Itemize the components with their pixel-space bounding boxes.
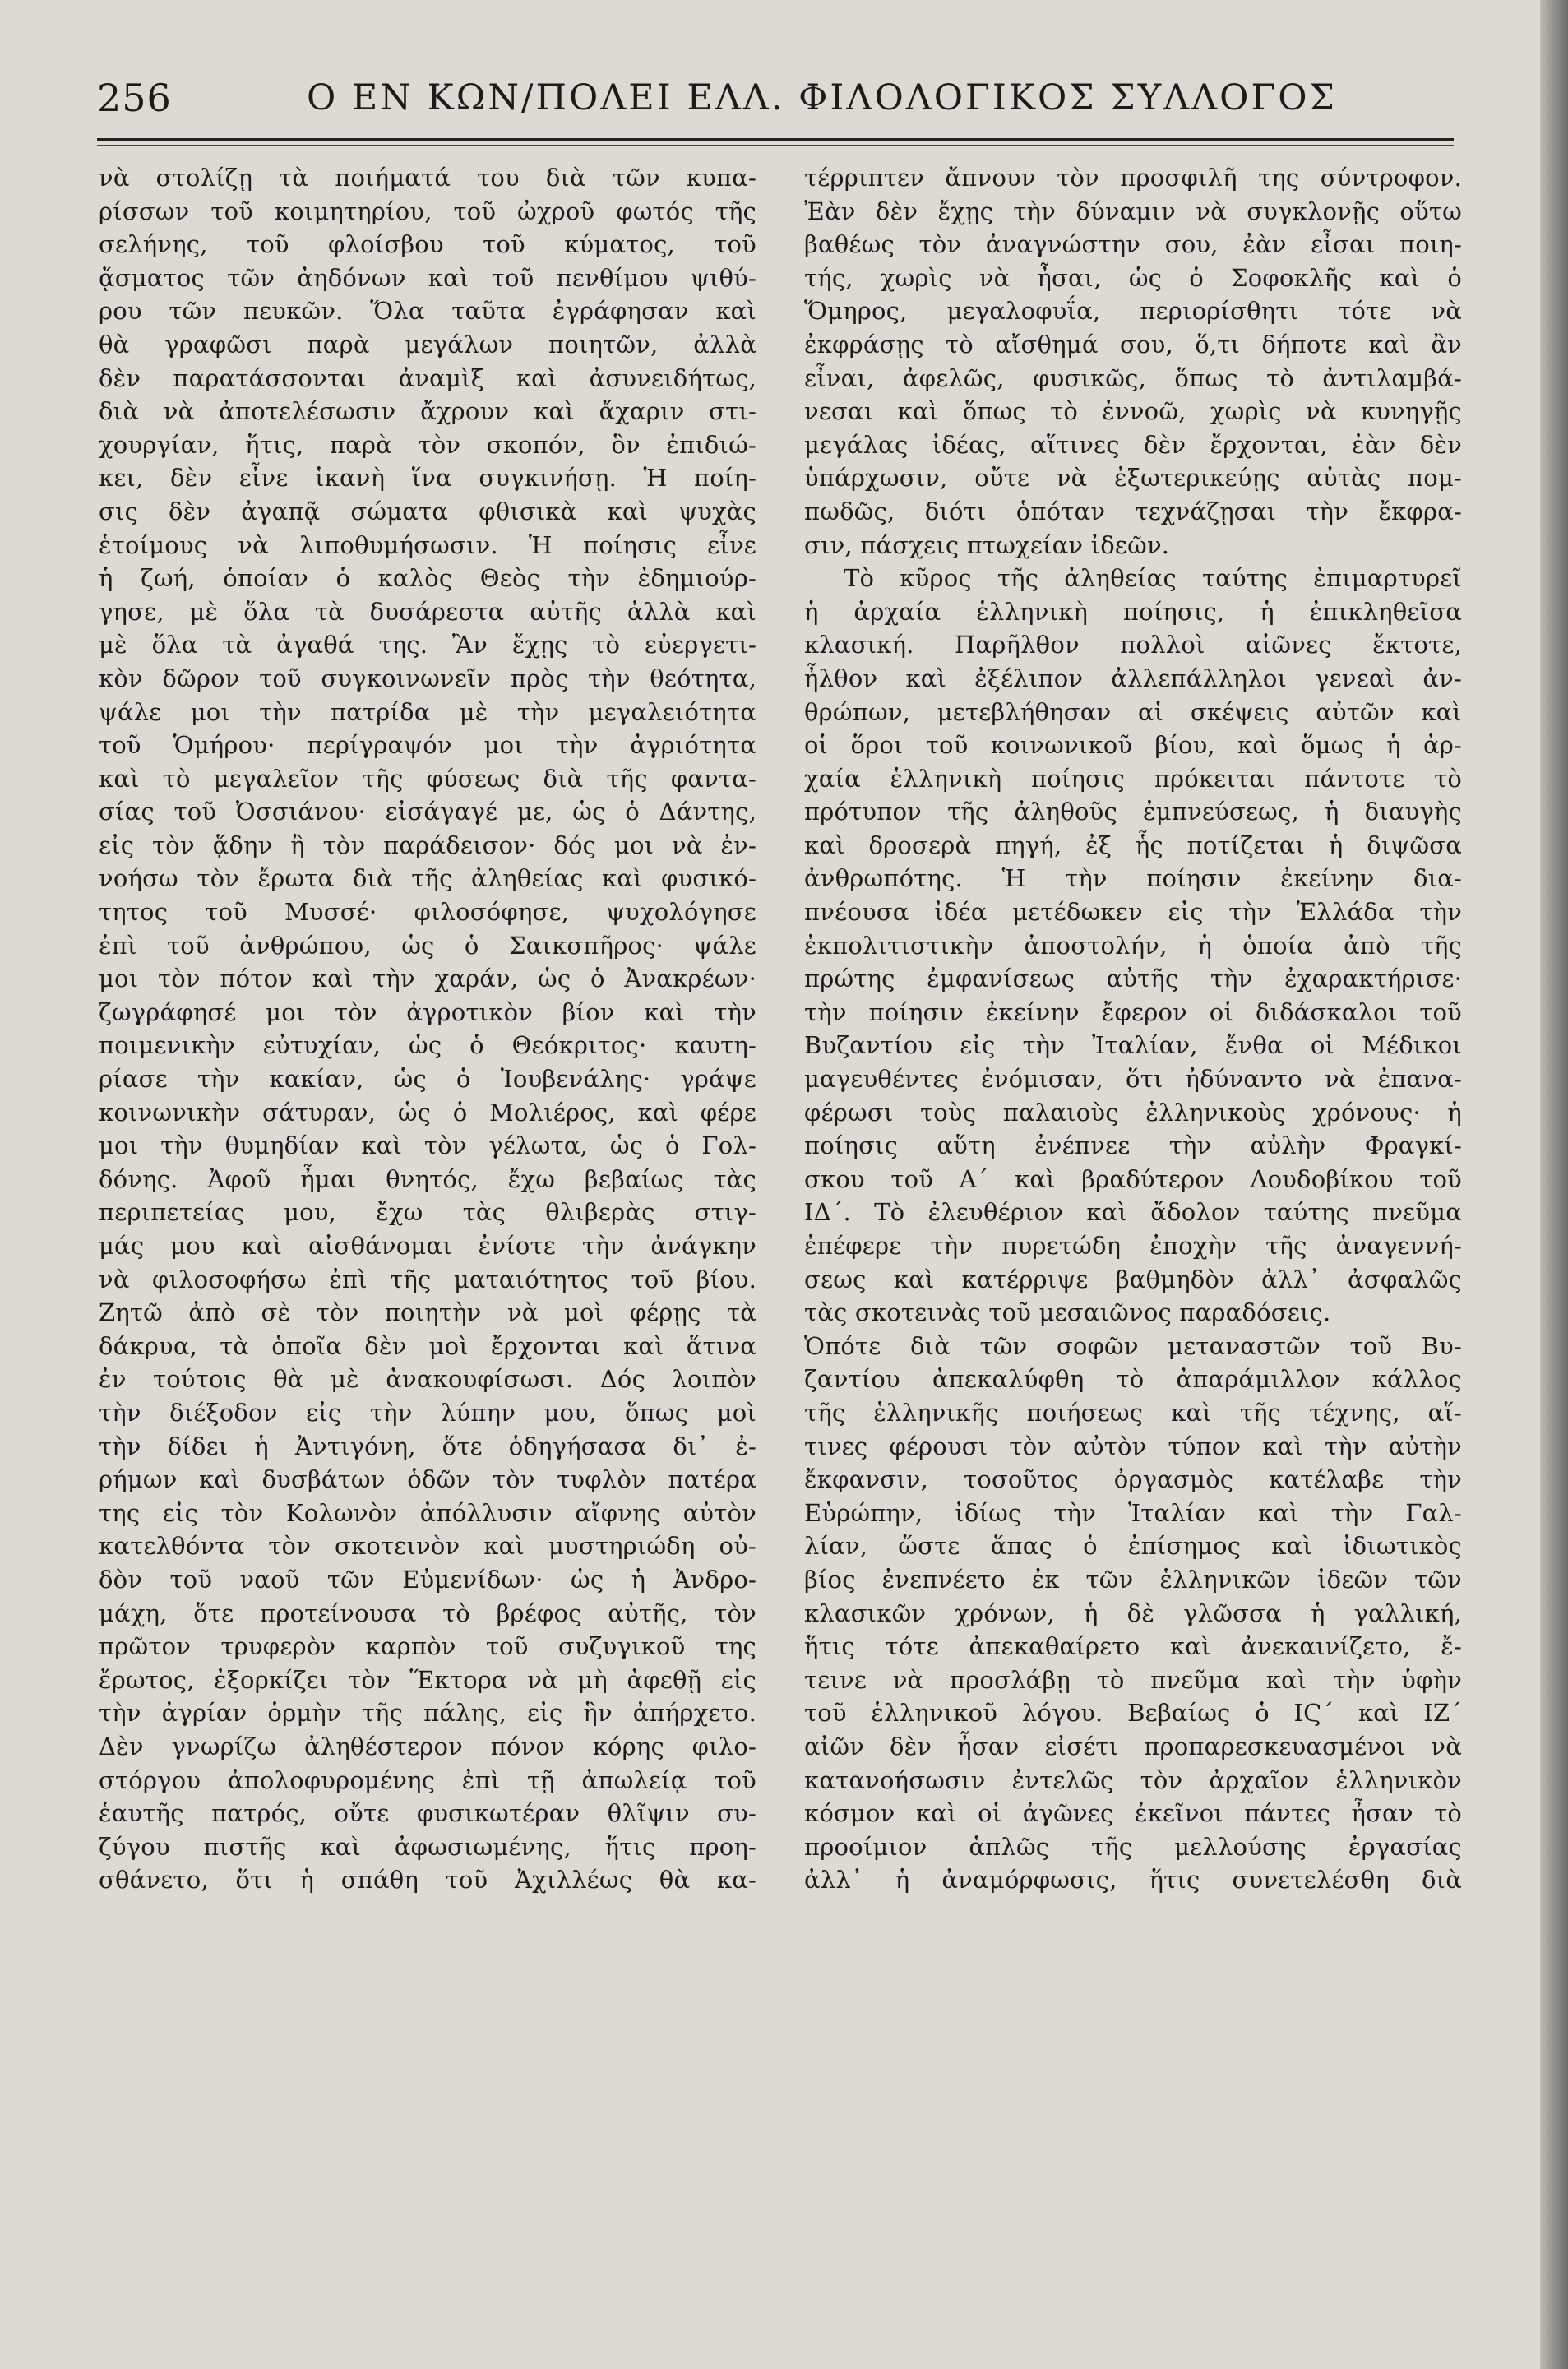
- text-line: κοινωνικὴν σάτυραν, ὡς ὁ Μολιέρος, καὶ φέρε: [99, 1098, 756, 1127]
- text-line: Τὸ κῦρος τῆς ἀληθείας ταύτης ἐπιμαρτυρεῖ: [844, 564, 1462, 593]
- text-line: Ἐὰν δὲν ἔχῃς τὴν δύναμιν νὰ συγκλονῇς οὕτω: [804, 197, 1462, 225]
- text-line: πρῶτον τρυφερὸν καρπὸν τοῦ συζυγικοῦ της: [99, 1632, 756, 1661]
- text-line: τητος τοῦ Μυσσέ· φιλοσόφησε, ψυχολόγησε: [99, 898, 756, 927]
- text-line: ἑτοίμους νὰ λιποθυμήσωσιν. Ἡ ποίησις εἶνε: [99, 530, 756, 559]
- text-line: δὸν τοῦ ναοῦ τῶν Εὐμενίδων· ὡς ἡ Ἀνδρο-: [99, 1565, 756, 1594]
- text-line: μοι τὴν θυμηδίαν καὶ τὸν γέλωτα, ὡς ὁ Γολ-: [99, 1131, 756, 1160]
- text-line: τὴν ἀγρίαν ὁρμὴν τῆς πάλης, εἰς ἣν ἀπήρχετο.: [99, 1699, 756, 1728]
- text-line: ποιμενικὴν εὐτυχίαν, ὡς ὁ Θεόκριτος· καυτη-: [99, 1031, 756, 1060]
- text-line: αἰῶν δὲν ἦσαν εἰσέτι προπαρεσκευασμένοι νὰ: [804, 1732, 1462, 1761]
- header-rule-thin: [97, 145, 1454, 146]
- text-line: διὰ νὰ ἀποτελέσωσιν ἄχρουν καὶ ἄχαριν στι-: [99, 397, 756, 426]
- text-line: φέρωσι τοὺς παλαιοὺς ἑλληνικοὺς χρόνους· ἡ: [804, 1098, 1462, 1127]
- page-edge-shadow: [1540, 0, 1568, 2369]
- text-line: τὴν διέξοδον εἰς τὴν λύπην μου, ὅπως μοὶ: [99, 1398, 756, 1427]
- text-line: προοίμιον ἁπλῶς τῆς μελλούσης ἐργασίας: [804, 1832, 1462, 1861]
- text-line: ἔκφανσιν, τοσοῦτος ὀργασμὸς κατέλαβε τὴν: [804, 1465, 1462, 1494]
- text-line: ἡ ἀρχαία ἑλληνικὴ ποίησις, ἡ ἐπικληθεῖσα: [804, 597, 1462, 626]
- text-line: ρου τῶν πευκῶν. Ὅλα ταῦτα ἐγράφησαν καὶ: [99, 297, 756, 326]
- text-line: Ζητῶ ἀπὸ σὲ τὸν ποιητὴν νὰ μοὶ φέρῃς τὰ: [99, 1298, 756, 1327]
- text-line: νὰ φιλοσοφήσω ἐπὶ τῆς ματαιότητος τοῦ βίου.: [99, 1265, 756, 1293]
- text-line: πωδῶς, διότι ὁπόταν τεχνάζῃσαι τὴν ἔκφρα-: [804, 497, 1462, 525]
- text-line: νεσαι καὶ ὅπως τὸ ἐννοῶ, χωρὶς νὰ κυνηγῇς: [804, 397, 1462, 426]
- text-line: ΙΔ΄. Τὸ ἐλευθέριον καὶ ἄδολον ταύτης πνεῦμα: [804, 1198, 1462, 1227]
- text-line: ἥτις τότε ἀπεκαθαίρετο καὶ ἀνεκαινίζετο, ἔ-: [804, 1632, 1462, 1661]
- text-line: ἐπέφερε τὴν πυρετώδη ἐποχὴν τῆς ἀναγεννή-: [804, 1232, 1462, 1260]
- left-column: [99, 161, 756, 2340]
- text-line: τέρριπτεν ἄπνουν τὸν προσφιλῆ της σύντροφον.: [804, 164, 1462, 192]
- page-header: [97, 69, 1454, 135]
- text-line: ἐκφράσῃς τὸ αἴσθημά σου, ὅ,τι δήποτε καὶ ἂν: [804, 330, 1462, 359]
- text-line: τοῦ ἑλληνικοῦ λόγου. Βεβαίως ὁ ΙϚ΄ καὶ ΙΖ΄: [804, 1699, 1462, 1728]
- text-line: νὰ στολίζῃ τὰ ποιήματά του διὰ τῶν κυπα-: [99, 164, 756, 192]
- text-line: Ὅμηρος, μεγαλοφυΐα, περιορίσθητι τότε νὰ: [804, 297, 1462, 326]
- text-line: τὰς σκοτεινὰς τοῦ μεσαιῶνος παραδόσεις.: [804, 1298, 1331, 1327]
- right-column: [804, 161, 1462, 2340]
- text-line: σελήνης, τοῦ φλοίσβου τοῦ κύματος, τοῦ: [99, 230, 756, 259]
- text-line: ρίασε τὴν κακίαν, ὡς ὁ Ἰουβενάλης· γράψε: [99, 1065, 756, 1094]
- text-line: βαθέως τὸν ἀναγνώστην σου, ἐὰν εἶσαι ποιη-: [804, 230, 1462, 259]
- text-line: ᾄσματος τῶν ἀηδόνων καὶ τοῦ πενθίμου ψιθύ-: [99, 263, 756, 292]
- text-line: κλασική. Παρῆλθον πολλοὶ αἰῶνες ἔκτοτε,: [804, 631, 1462, 659]
- text-line: θρώπων, μετεβλήθησαν αἱ σκέψεις αὐτῶν καὶ: [804, 697, 1462, 726]
- text-line: ζαντίου ἀπεκαλύφθη τὸ ἀπαράμιλλον κάλλος: [804, 1365, 1462, 1394]
- text-line: εἰς τὸν ᾅδην ἢ τὸν παράδεισον· δός μοι νὰ ἐν-: [99, 831, 756, 859]
- text-line: Εὐρώπην, ἰδίως τὴν Ἰταλίαν καὶ τὴν Γαλ-: [804, 1498, 1462, 1527]
- text-line: ζύγου πιστῆς καὶ ἀφωσιωμένης, ἥτις προη-: [99, 1832, 756, 1861]
- page-number: 256: [97, 76, 172, 120]
- text-line: της εἰς τὸν Κολωνὸν ἀπόλλυσιν αἴφνης αὐτὸν: [99, 1498, 756, 1527]
- text-line: κει, δὲν εἶνε ἱκανὴ ἵνα συγκινήσῃ. Ἡ ποίη-: [99, 464, 756, 493]
- text-line: δὲν παρατάσσονται ἀναμὶξ καὶ ἀσυνειδήτως,: [99, 363, 756, 392]
- text-line: κατελθόντα τὸν σκοτεινὸν καὶ μυστηριώδη οὐ-: [99, 1532, 756, 1561]
- text-line: μάς μου καὶ αἰσθάνομαι ἐνίοτε τὴν ἀνάγκην: [99, 1232, 756, 1260]
- text-line: γησε, μὲ ὅλα τὰ δυσάρεστα αὐτῆς ἀλλὰ καὶ: [99, 597, 756, 626]
- text-line: πρώτης ἐμφανίσεως αὐτῆς τὴν ἐχαρακτήρισε·: [804, 965, 1462, 993]
- text-line: σίας τοῦ Ὀσσιάνου· εἰσάγαγέ με, ὡς ὁ Δάντης,: [99, 798, 756, 826]
- text-line: μὲ ὅλα τὰ ἀγαθά της. Ἂν ἔχῃς τὸ εὐεργετι-: [99, 631, 756, 659]
- text-line: εἶναι, ἀφελῶς, φυσικῶς, ὅπως τὸ ἀντιλαμβά-: [804, 363, 1462, 392]
- text-line: ρίσσων τοῦ κοιμητηρίου, τοῦ ὠχροῦ φωτός τῆς: [99, 197, 756, 225]
- text-line: καὶ τὸ μεγαλεῖον τῆς φύσεως διὰ τῆς φαντα-: [99, 764, 756, 793]
- header-rule: [97, 138, 1454, 141]
- text-line: ψάλε μοι τὴν πατρίδα μὲ τὴν μεγαλειότητα: [99, 697, 756, 726]
- text-line: σις δὲν ἀγαπᾷ σώματα φθισικὰ καὶ ψυχὰς: [99, 497, 756, 525]
- text-line: τής, χωρὶς νὰ ἦσαι, ὡς ὁ Σοφοκλῆς καὶ ὁ: [804, 263, 1462, 292]
- text-line: τῆς ἑλληνικῆς ποιήσεως καὶ τῆς τέχνης, αἵ-: [804, 1398, 1462, 1427]
- text-line: τεινε νὰ προσλάβῃ τὸ πνεῦμα καὶ τὴν ὑφὴν: [804, 1665, 1462, 1694]
- text-line: τοῦ Ὁμήρου· περίγραψόν μοι τὴν ἀγριότητα: [99, 731, 756, 760]
- text-line: ἀνθρωπότης. Ἡ τὴν ποίησιν ἐκείνην δια-: [804, 864, 1462, 893]
- text-line: χαία ἑλληνικὴ ποίησις πρόκειται πάντοτε τὸ: [804, 764, 1462, 793]
- text-line: λίαν, ὥστε ἅπας ὁ ἐπίσημος καὶ ἰδιωτικὸς: [804, 1532, 1462, 1561]
- text-line: κλασικῶν χρόνων, ἡ δὲ γλῶσσα ἡ γαλλική,: [804, 1599, 1462, 1627]
- text-line: ἔρωτος, ἐξορκίζει τὸν Ἕκτορα νὰ μὴ ἀφεθῇ εἰς: [99, 1665, 756, 1694]
- running-title: Ο ΕΝ ΚΩΝ/ΠΟΛΕΙ ΕΛΛ. ΦΙΛΟΛΟΓΙΚΟΣ ΣΥΛΛΟΓΟΣ: [307, 77, 1337, 118]
- text-line: ἐπὶ τοῦ ἀνθρώπου, ὡς ὁ Σαικσπῆρος· ψάλε: [99, 931, 756, 960]
- text-line: ποίησις αὕτη ἐνέπνεε τὴν αὐλὴν Φραγκί-: [804, 1131, 1462, 1160]
- text-line: ἡ ζωή, ὁποίαν ὁ καλὸς Θεὸς τὴν ἐδημιούρ-: [99, 564, 756, 593]
- text-line: σθάνετο, ὅτι ἡ σπάθη τοῦ Ἀχιλλέως θὰ κα-: [99, 1866, 756, 1895]
- text-line: σιν, πάσχεις πτωχείαν ἰδεῶν.: [804, 530, 1170, 559]
- text-line: ἀλλ᾽ ἡ ἀναμόρφωσις, ἥτις συνετελέσθη διὰ: [804, 1866, 1462, 1895]
- text-line: ἑαυτῆς πατρός, οὔτε φυσικωτέραν θλῖψιν συ-: [99, 1799, 756, 1828]
- text-line: περιπετείας μου, ἔχω τὰς θλιβερὰς στιγ-: [99, 1198, 756, 1227]
- text-line: δόνης. Ἀφοῦ ἦμαι θνητός, ἔχω βεβαίως τὰς: [99, 1164, 756, 1193]
- text-line: οἱ ὅροι τοῦ κοινωνικοῦ βίου, καὶ ὅμως ἡ ἀρ-: [804, 731, 1462, 760]
- text-line: Ὁπότε διὰ τῶν σοφῶν μεταναστῶν τοῦ Βυ-: [804, 1331, 1462, 1360]
- text-line: ρήμων καὶ δυσβάτων ὁδῶν τὸν τυφλὸν πατέρα: [99, 1465, 756, 1494]
- text-line: θὰ γραφῶσι παρὰ μεγάλων ποιητῶν, ἀλλὰ: [99, 330, 756, 359]
- text-line: μεγάλας ἰδέας, αἵτινες δὲν ἔρχονται, ἐὰν δὲν: [804, 430, 1462, 459]
- text-line: βίος ἐνεπνέετο ἐκ τῶν ἑλληνικῶν ἰδεῶν τῶν: [804, 1565, 1462, 1594]
- text-line: σεως καὶ κατέρριψε βαθμηδὸν ἀλλ᾽ ἀσφαλῶς: [804, 1265, 1462, 1293]
- text-line: χουργίαν, ἥτις, παρὰ τὸν σκοπόν, ὃν ἐπιδιώ-: [99, 430, 756, 459]
- text-line: πνέουσα ἰδέα μετέδωκεν εἰς τὴν Ἑλλάδα τὴν: [804, 898, 1462, 927]
- text-line: μαγευθέντες ἐνόμισαν, ὅτι ἠδύναντο νὰ ἐπανα-: [804, 1065, 1462, 1094]
- text-line: ἦλθον καὶ ἐξέλιπον ἀλλεπάλληλοι γενεαὶ ἀν-: [804, 664, 1462, 692]
- text-line: ζωγράφησέ μοι τὸν ἀγροτικὸν βίον καὶ τὴν: [99, 997, 756, 1026]
- text-line: καὶ δροσερὰ πηγή, ἐξ ἧς ποτίζεται ἡ διψῶσα: [804, 831, 1462, 859]
- text-line: κατανοήσωσιν ἐντελῶς τὸν ἀρχαῖον ἑλληνικὸν: [804, 1765, 1462, 1794]
- text-line: κὸν δῶρον τοῦ συγκοινωνεῖν πρὸς τὴν θεότητα,: [99, 664, 756, 692]
- text-line: ἐκπολιτιστικὴν ἀποστολήν, ἡ ὁποία ἀπὸ τῆς: [804, 931, 1462, 960]
- text-line: τινες φέρουσι τὸν αὐτὸν τύπον καὶ τὴν αὐτὴν: [804, 1432, 1462, 1460]
- text-line: νοήσω τὸν ἔρωτα διὰ τῆς ἀληθείας καὶ φυσικό-: [99, 864, 756, 893]
- text-line: μάχη, ὅτε προτείνουσα τὸ βρέφος αὐτῆς, τὸν: [99, 1599, 756, 1627]
- text-line: κόσμον καὶ οἱ ἀγῶνες ἐκεῖνοι πάντες ἦσαν τὸ: [804, 1799, 1462, 1828]
- text-line: ἐν τούτοις θὰ μὲ ἀνακουφίσωσι. Δός λοιπὸν: [99, 1365, 756, 1394]
- text-line: στόργου ἀπολοφυρομένης ἐπὶ τῇ ἀπωλείᾳ τοῦ: [99, 1765, 756, 1794]
- text-line: Βυζαντίου εἰς τὴν Ἰταλίαν, ἔνθα οἱ Μέδικοι: [804, 1031, 1462, 1060]
- text-line: πρότυπον τῆς ἀληθοῦς ἐμπνεύσεως, ἡ διαυγὴς: [804, 798, 1462, 826]
- text-line: τὴν ποίησιν ἐκείνην ἔφερον οἱ διδάσκαλοι τοῦ: [804, 997, 1462, 1026]
- text-line: μοι τὸν πότον καὶ τὴν χαράν, ὡς ὁ Ἀνακρέων·: [99, 965, 756, 993]
- text-line: ὑπάρχωσιν, οὔτε νὰ ἐξωτερικεύῃς αὐτὰς πομ-: [804, 464, 1462, 493]
- text-line: Δὲν γνωρίζω ἀληθέστερον πόνον κόρης φιλο-: [99, 1732, 756, 1761]
- text-line: τὴν δίδει ἡ Ἀντιγόνη, ὅτε ὁδηγήσασα δι᾽ ἐ-: [99, 1432, 756, 1460]
- text-line: σκου τοῦ Α΄ καὶ βραδύτερον Λουδοβίκου τοῦ: [804, 1164, 1462, 1193]
- text-line: δάκρυα, τὰ ὁποῖα δὲν μοὶ ἔρχονται καὶ ἅτινα: [99, 1331, 756, 1360]
